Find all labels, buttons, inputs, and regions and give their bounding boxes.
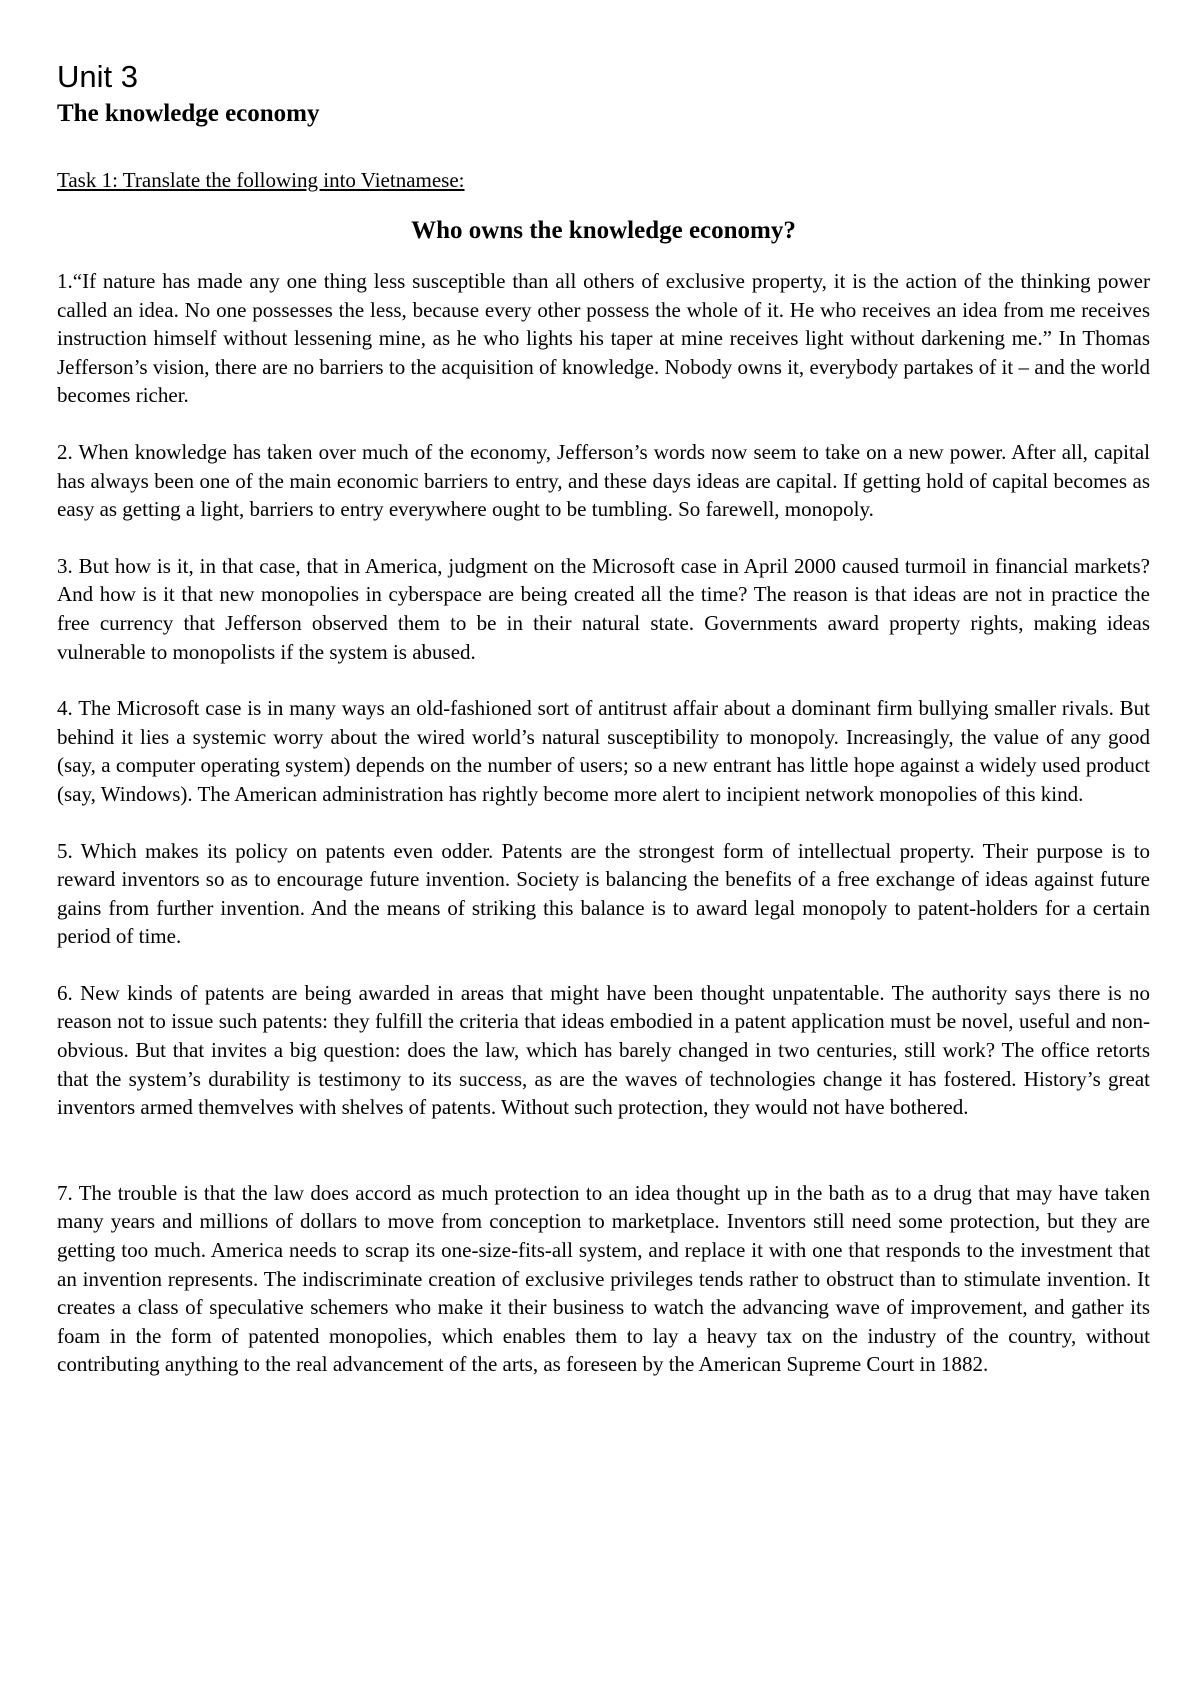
paragraph-6: 6. New kinds of patents are being awarded in areas that might have been thought unpatentable. The authority says there is no reason not to issue such patents: they fulfill the criteria that ideas embodied in a patent application must be novel, useful and non-obvious. But that invites a big question: does the law, which has barely changed in two centuries, still work? The office retorts that the system’s durability is testimony to its success, as are the waves of technologies change it has fostered. History’s great inventors armed themvelves with shelves of patents. Without such protection, they would not have bothered.	[57, 980, 1150, 1120]
paragraph-7: 7. The trouble is that the law does accord as much protection to an idea thought up in the bath as to a drug that may have taken many years and millions of dollars to move from conception to marketplace. Inventors still need some protection, but they are getting too much. America needs to scrap its one-size-fits-all system, and replace it with one that responds to the investment that an invention represents. The indiscriminate creation of exclusive privileges tends rather to obstruct than to stimulate invention. It creates a class of speculative schemers who make it their business to watch the advancing wave of improvement, and gather its foam in the form of patented monopolies, which enables them to lay a heavy tax on the industry of the country, without contributing anything to the real advancement of the arts, as foreseen by the American Supreme Court in 1882.	[57, 1180, 1150, 1377]
paragraph-2: 2. When knowledge has taken over much of the economy, Jefferson’s words now seem to take on a new power. After all, capital has always been one of the main economic barriers to entry, and these days ideas are capital. If getting hold of capital becomes as easy as getting a light, barriers to entry everywhere ought to be tumbling. So farewell, monopoly.	[57, 439, 1150, 522]
article-title: Who owns the knowledge economy?	[411, 217, 796, 244]
paragraph-1: 1.“If nature has made any one thing less susceptible than all others of exclusive property, it is the action of the thinking power called an idea. No one possesses the less, because every other possess the whole of it. He who receives an idea from me receives instruction himself without lessening mine, as he who lights his taper at mine receives light without darkening me.” In Thomas Jefferson’s vision, there are no barriers to the acquisition of knowledge. Nobody owns it, everybody partakes of it – and the world becomes richer.	[57, 269, 1150, 408]
task-instruction: Task 1: Translate the following into Vietnamese:	[57, 168, 465, 192]
document-page	[57, 58, 1150, 1379]
unit-subtitle: The knowledge economy	[57, 100, 320, 127]
paragraph-4: 4. The Microsoft case is in many ways an old-fashioned sort of antitrust affair about a dominant firm bullying smaller rivals. But behind it lies a systemic worry about the wired world’s natural susceptibility to monopoly. Increasingly, the value of any good (say, a computer operating system) depends on the number of users; so a new entrant has little hope against a widely used product (say, Windows). The American administration has rightly become more alert to incipient network monopolies of this kind.	[57, 696, 1150, 806]
paragraph-5: 5. Which makes its policy on patents even odder. Patents are the strongest form of intellectual property. Their purpose is to reward inventors so as to encourage future invention. Society is balancing the benefits of a free exchange of ideas against future gains from further invention. And the means of striking this balance is to award legal monopoly to patent-holders for a certain period of time.	[57, 838, 1150, 949]
paragraph-3: 3. But how is it, in that case, that in America, judgment on the Microsoft case in April 2000 caused turmoil in financial markets? And how is it that new monopolies in cyberspace are being created all the time? The reason is that ideas are not in practice the free currency that Jefferson observed them to be in their natural state. Governments award property rights, making ideas vulnerable to monopolists if the system is abused.	[57, 553, 1150, 664]
unit-title: Unit 3	[57, 59, 138, 94]
